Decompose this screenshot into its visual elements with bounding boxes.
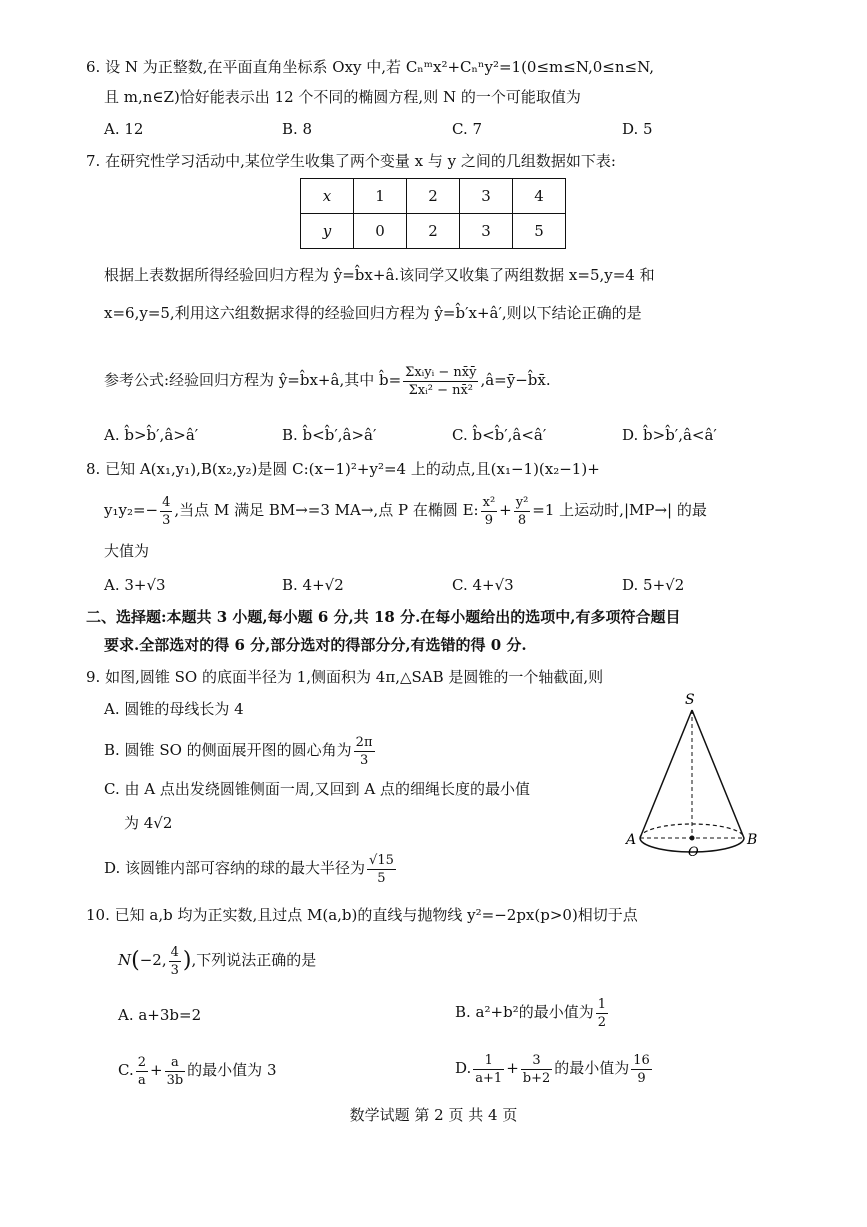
- table-cell: 4: [513, 179, 566, 214]
- q8-text-b: ,当点 M 满足 BM→=3 MA→,点 P 在椭圆 E:: [174, 501, 479, 519]
- denominator: 2: [597, 1014, 606, 1030]
- q7-option-d: D. b̂>b̂′,â<â′: [622, 426, 717, 444]
- center-point: [690, 836, 695, 841]
- fraction-2pi-3: [354, 734, 375, 769]
- paren-close: ): [182, 948, 192, 973]
- page-footer: 数学试题 第 2 页 共 4 页: [349, 1106, 518, 1124]
- numerator: 4: [162, 494, 171, 510]
- label-b: B: [747, 832, 758, 848]
- q9-stem: 9. 如图,圆锥 SO 的底面半径为 1,侧面积为 4π,△SAB 是圆锥的一个轴截面,则: [86, 668, 604, 686]
- section-2-heading-line2: 要求.全部选对的得 6 分,部分选对的得部分分,有选错的得 0 分.: [104, 636, 527, 654]
- q8-line3: 大值为: [104, 542, 150, 560]
- numerator: 1: [597, 996, 606, 1012]
- fraction-a-3b: [165, 1054, 186, 1089]
- q9-option-b: [104, 730, 377, 770]
- q10-option-b: [455, 992, 610, 1032]
- q8-text-c: =1 上运动时,|MP→| 的最: [532, 501, 707, 519]
- q8-option-d: D. 5+√2: [622, 576, 685, 594]
- q7-data-table: [300, 178, 566, 249]
- table-row-y: [301, 214, 566, 249]
- q7-line2: 根据上表数据所得经验回归方程为 ŷ=b̂x+â.该同学又收集了两组数据 x=5,y=4 和: [104, 266, 655, 284]
- numerator: x²: [482, 494, 496, 510]
- fraction-3-b2: [521, 1052, 553, 1087]
- q10-option-d-label: D.: [455, 1059, 472, 1077]
- q6-line1: 6. 设 N 为正整数,在平面直角坐标系 Oxy 中,若 Cₙᵐx²+Cₙⁿy²=1(0≤m≤N,0≤n≤N,: [86, 58, 655, 76]
- denominator: a+1: [475, 1070, 503, 1086]
- numerator: 3: [521, 1052, 553, 1070]
- label-s: S: [685, 692, 695, 708]
- q9-option-b-text: B. 圆锥 SO 的侧面展开图的圆心角为: [104, 741, 352, 759]
- table-cell: 1: [354, 179, 407, 214]
- formula-fraction: [403, 364, 478, 399]
- numerator: a: [165, 1054, 186, 1072]
- plus-sign: +: [499, 501, 512, 519]
- q7-line3: x=6,y=5,利用这六组数据求得的经验回归方程为 ŷ=b̂′x+â′,则以下结论正确的是: [104, 304, 642, 322]
- fraction-x2-9: [481, 494, 498, 529]
- q6-option-a: A. 12: [104, 120, 144, 138]
- fraction-1-a1: [473, 1052, 504, 1087]
- q9-option-a: A. 圆锥的母线长为 4: [104, 700, 244, 718]
- q8-line2: [104, 490, 707, 530]
- paren-open: (: [131, 948, 140, 973]
- fraction-4-3: [169, 944, 181, 979]
- denominator: b+2: [522, 1070, 551, 1086]
- denominator: 5: [377, 870, 386, 886]
- cone-edge-right: [692, 710, 744, 838]
- q9-option-d-text: D. 该圆锥内部可容纳的球的最大半径为: [104, 859, 366, 877]
- label-o: O: [688, 845, 699, 860]
- q10-option-d: [455, 1048, 654, 1088]
- table-cell: 5: [513, 214, 566, 249]
- q6-option-d: D. 5: [622, 120, 653, 138]
- q7-stem: 7. 在研究性学习活动中,某位学生收集了两个变量 x 与 y 之间的几组数据如下表:: [86, 152, 616, 170]
- cone-edge-left: [640, 710, 692, 838]
- table-cell: y: [301, 214, 354, 249]
- table-row-x: [301, 179, 566, 214]
- point-n-label: N: [118, 951, 132, 969]
- q10-option-b-text: B. a²+b²的最小值为: [455, 1003, 594, 1021]
- denominator: 3: [170, 962, 179, 978]
- table-cell: 2: [407, 179, 460, 214]
- label-a: A: [626, 832, 637, 848]
- q10-line2-suffix: ,下列说法正确的是: [191, 951, 317, 969]
- q9-option-c-line1: C. 由 A 点出发绕圆锥侧面一周,又回到 A 点的细绳长度的最小值: [104, 780, 530, 798]
- q10-option-a: A. a+3b=2: [118, 1006, 202, 1024]
- plus-sign: +: [150, 1061, 163, 1079]
- table-cell: 3: [460, 214, 513, 249]
- q7-option-c: C. b̂<b̂′,â<â′: [452, 426, 547, 444]
- denominator: 9: [484, 512, 494, 528]
- q6-line2: 且 m,n∈Z)恰好能表示出 12 个不同的椭圆方程,则 N 的一个可能取值为: [104, 88, 581, 106]
- q10-option-c: [118, 1050, 276, 1090]
- denominator: 8: [517, 512, 527, 528]
- q8-text-a: y₁y₂=−: [104, 501, 159, 519]
- q9-option-c-line2: 为 4√2: [124, 814, 173, 832]
- plus-sign: +: [506, 1059, 519, 1077]
- formula-suffix: ,â=ȳ−b̂x̄.: [480, 371, 551, 389]
- q7-option-b: B. b̂<b̂′,â>â′: [282, 426, 377, 444]
- denominator: 3b: [166, 1072, 184, 1088]
- q8-line1: 8. 已知 A(x₁,y₁),B(x₂,y₂)是圆 C:(x−1)²+y²=4 上的动点,且(x₁−1)(x₂−1)+: [86, 460, 600, 478]
- numerator: 2π: [355, 734, 373, 750]
- denominator: 3: [359, 752, 369, 768]
- q9-option-d: [104, 848, 398, 888]
- formula-prefix: 参考公式:经验回归方程为 ŷ=b̂x+â,其中 b̂=: [104, 371, 402, 389]
- q8-option-c: C. 4+√3: [452, 576, 514, 594]
- fraction-y2-8: [514, 494, 531, 529]
- fraction-1-2: [596, 996, 608, 1031]
- table-cell: 0: [354, 214, 407, 249]
- q10-option-d-text: 的最小值为: [554, 1059, 630, 1077]
- q8-option-b: B. 4+√2: [282, 576, 344, 594]
- table-cell: 2: [407, 214, 460, 249]
- numerator: 16: [633, 1052, 650, 1068]
- numerator: 4: [170, 944, 179, 960]
- table-cell: 3: [460, 179, 513, 214]
- fraction-16-9: [631, 1052, 652, 1087]
- denominator: 9: [637, 1070, 646, 1086]
- q6-option-c: C. 7: [452, 120, 483, 138]
- numerator: √15: [369, 852, 394, 868]
- q10-line1: 10. 已知 a,b 均为正实数,且过点 M(a,b)的直线与抛物线 y²=−2px(p>0)相切于点: [86, 906, 638, 924]
- numerator: y²: [515, 494, 529, 510]
- point-n-x: −2,: [139, 951, 167, 969]
- q8-option-a: A. 3+√3: [104, 576, 166, 594]
- fraction-sqrt15-5: [367, 852, 396, 887]
- formula-denominator: Σxᵢ² − nx̄²: [408, 382, 474, 398]
- fraction-2-a: [136, 1054, 148, 1089]
- q6-option-b: B. 8: [282, 120, 313, 138]
- denominator: 3: [162, 512, 171, 528]
- q10-option-c-label: C.: [118, 1061, 134, 1079]
- numerator: 2: [137, 1054, 146, 1070]
- cone-figure: [620, 688, 770, 868]
- section-2-heading: 二、选择题:本题共 3 小题,每小题 6 分,共 18 分.在每小题给出的选项中,有多项符合题目: [86, 608, 681, 626]
- q7-formula: [104, 350, 551, 410]
- q7-option-a: A. b̂>b̂′,â>â′: [104, 426, 199, 444]
- numerator: 1: [473, 1052, 504, 1070]
- denominator: a: [137, 1072, 146, 1088]
- formula-numerator: Σxᵢyᵢ − nx̄ȳ: [405, 364, 477, 380]
- table-cell: x: [301, 179, 354, 214]
- q10-line2: [118, 940, 316, 981]
- fraction-4-3: [160, 494, 172, 529]
- q10-option-c-text: 的最小值为 3: [187, 1061, 277, 1079]
